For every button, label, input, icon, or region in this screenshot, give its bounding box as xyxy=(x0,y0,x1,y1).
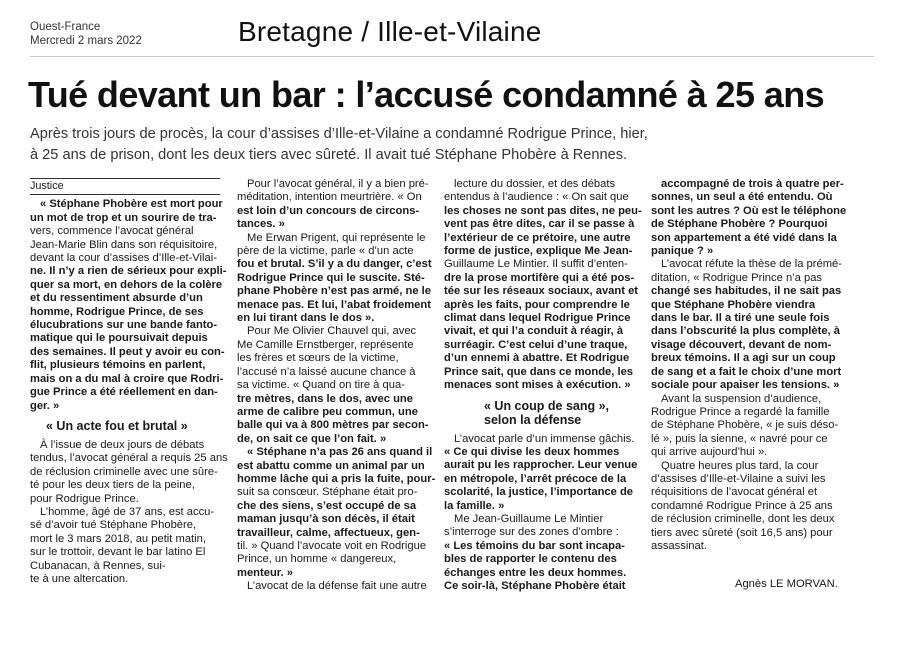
text-line: Ce soir-là, Stéphane Phobère était xyxy=(444,579,626,592)
text-line: Avant la suspension d’audience, xyxy=(661,392,822,405)
text-line: Prince sait, que dans ce monde, les xyxy=(444,365,634,378)
text-line: un mot de trop et un sourire de tra- xyxy=(30,211,217,224)
text-line: sur le trottoir, devant le bar latino El xyxy=(30,546,206,559)
text-line: est abattu comme un animal par un xyxy=(237,459,425,472)
text-line: te à une altercation. xyxy=(30,572,129,585)
text-line: fou et brutal. S’il y a du danger, c’est xyxy=(237,258,432,271)
text-line: bles de rapporter le contenu des xyxy=(444,553,617,566)
text-line: de Stéphane Phobère ? Pourquoi xyxy=(651,218,828,231)
text-line: d’assises d’Ille-et-Vilaine a suivi les xyxy=(651,472,826,485)
text-line: « Stéphane n’a pas 26 ans quand il xyxy=(247,446,433,459)
text-line: Prince, un homme « dangereux, xyxy=(237,553,397,566)
article-headline: Tué devant un bar : l’accusé condamné à 25 ans xyxy=(28,74,825,115)
paragraph xyxy=(30,198,227,413)
section-subhead: « Un acte fou et brutal » xyxy=(46,418,188,433)
text-line: tre mètres, dans le dos, avec une xyxy=(237,392,413,405)
text-line: de, on sait ce que l’on fait. » xyxy=(237,432,387,445)
text-line: « Ce qui divise les deux hommes xyxy=(444,445,620,458)
paragraph xyxy=(30,438,228,506)
text-line: scolarité, la justice, l’importance de xyxy=(444,486,634,499)
text-line: Guillaume Le Mintier. Il suffit d’enten- xyxy=(444,258,628,271)
text-line: Me Jean-Guillaume Le Mintier xyxy=(454,512,604,525)
paragraph xyxy=(237,446,436,580)
text-line: de Stéphane Phobère, « je suis déso- xyxy=(651,419,839,432)
text-line: Pour Me Olivier Chauvel qui, avec xyxy=(247,325,417,338)
text-line: sociale pour apaiser les tensions. » xyxy=(651,379,840,392)
text-line: mort le 3 mars 2018, au petit matin, xyxy=(30,532,206,545)
article-column-2 xyxy=(237,178,436,594)
text-line: Me Camille Ernstberger, représente xyxy=(237,338,414,351)
text-line: sé d’avoir tué Stéphane Phobère, xyxy=(30,519,197,532)
text-line: Quatre heures plus tard, la cour xyxy=(661,459,819,472)
text-line: accompagné de trois à quatre per- xyxy=(661,178,844,190)
text-line: et du ressentiment absurde d’un xyxy=(30,292,203,305)
text-line: méditation, intention meurtrière. « On xyxy=(237,191,422,204)
text-line: tendus, l’avocat général a requis 25 ans xyxy=(30,452,228,465)
paragraph xyxy=(651,178,847,258)
standfirst-line: à 25 ans de prison, dont les deux tiers avec sûreté. Il avait tué Stéphane Phobère à Rennes. xyxy=(30,147,628,163)
text-line: travailleur, calme, affectueux, gen- xyxy=(237,526,420,539)
text-line: vivait, et qui l’a conduit à réagir, à xyxy=(444,325,624,338)
text-line: visage découvert, devant de nom- xyxy=(651,338,832,351)
text-line: entendus à l’audience : « On sait que xyxy=(444,191,629,204)
text-line: matique qui le poursuivait depuis xyxy=(30,332,208,345)
text-line: Rodrigue Prince qui le suscite. Sté- xyxy=(237,271,425,284)
text-line: lecture du dossier, et des débats xyxy=(454,178,616,190)
text-line: vers, commence l’avocat général xyxy=(30,225,194,238)
text-line: L’avocat de la défense fait une autre xyxy=(247,580,427,593)
text-line: que Stéphane Phobère viendra xyxy=(651,298,816,311)
section-title: Bretagne / Ille-et-Vilaine xyxy=(238,16,542,47)
text-line: la famille. » xyxy=(444,499,505,512)
text-line: quer sa mort, en dehors de la colère xyxy=(30,278,223,291)
text-line: élucubrations sur une bande fanto- xyxy=(30,319,218,332)
text-line: en lui tirant dans le dos ». xyxy=(237,312,375,325)
text-line: menaces sont mises à exécution. » xyxy=(444,379,631,392)
text-line: est loin d’un concours de circons- xyxy=(237,204,420,217)
text-line: en métropole, l’arrêt précoce de la xyxy=(444,472,627,485)
paragraph xyxy=(651,460,847,554)
text-line: les choses ne sont pas dites, ne peu- xyxy=(444,204,642,217)
text-line: qui arrive aujourd’hui ». xyxy=(651,446,768,459)
paragraph xyxy=(30,506,222,586)
text-line: dans l’obscurité la plus complète, à xyxy=(651,325,840,338)
paragraph xyxy=(237,178,429,232)
text-line: condamné Rodrigue Prince à 25 ans xyxy=(651,499,833,512)
text-line: À l’issue de deux jours de débats xyxy=(40,438,205,451)
text-line: Rodrigue Prince a regardé la famille xyxy=(651,405,830,418)
text-line: che des siens, s’est occupé de sa xyxy=(237,499,417,512)
text-line: sa victime. « Quand on tire à qua- xyxy=(237,379,405,392)
text-line: « Les témoins du bar sont incapa- xyxy=(444,539,625,552)
paragraph xyxy=(651,393,847,460)
text-line: lé », puis la sienne, « navré pour ce xyxy=(651,432,828,445)
author-signature: Agnès LE MORVAN. xyxy=(735,578,838,590)
masthead-source xyxy=(30,20,142,48)
text-line: tances. » xyxy=(237,218,285,231)
text-line: homme lâche qui a pris la fuite, pour- xyxy=(237,472,436,485)
publication-name: Ouest-France xyxy=(30,21,101,33)
text-line: ne. Il n’y a rien de sérieux pour expli- xyxy=(30,265,227,278)
text-line: forme de justice, explique Me Jean- xyxy=(444,245,633,258)
text-line: balle qui va à 800 mètres par secon- xyxy=(237,419,429,432)
paragraph xyxy=(237,231,432,326)
text-line: s’interroge sur des zones d’ombre : xyxy=(444,526,619,539)
paragraph xyxy=(237,325,429,446)
text-line: après les faits, pour comprendre le xyxy=(444,298,630,311)
text-line: pour Rodrigue Prince. xyxy=(30,492,139,505)
text-line: breux témoins. Il a agi sur un coup xyxy=(651,352,836,365)
text-line: ger. » xyxy=(30,399,60,412)
text-line: changé ses habitudes, il ne sait pas xyxy=(651,285,842,298)
text-line: de réclusion criminelle avec une sûre- xyxy=(30,465,218,478)
text-line: climat dans lequel Rodrigue Prince xyxy=(444,312,631,325)
text-line: d’un ennemi à abattre. Et Rodrigue xyxy=(444,352,630,365)
paragraph xyxy=(237,580,429,593)
publication-date: Mercredi 2 mars 2022 xyxy=(30,35,142,47)
paragraph xyxy=(444,178,640,393)
text-line: les frères et sœurs de la victime, xyxy=(237,352,399,365)
text-line: l’accusé n’a laissé aucune chance à xyxy=(237,365,416,378)
text-line: surréagir. C’est celui d’une traque, xyxy=(444,338,628,351)
text-line: Jean-Marie Blin dans son réquisitoire, xyxy=(30,238,218,251)
paragraph xyxy=(444,433,640,513)
text-line: tée sur les réseaux sociaux, avant et xyxy=(444,285,639,298)
text-line: ditation, « Rodrigue Prince n’a pas xyxy=(651,271,823,284)
text-line: arme de calibre peu commun, une xyxy=(237,405,418,418)
text-line: Pour l’avocat général, il y a bien pré- xyxy=(247,178,429,190)
rubric-label: Justice xyxy=(30,178,220,195)
text-line: vent pas être dites, car il se passe à xyxy=(444,218,635,231)
article-standfirst xyxy=(30,124,770,166)
text-line: tiers avec sûreté (soit 16,5 ans) pour xyxy=(651,526,833,539)
text-line: té pour les deux tiers de la peine, xyxy=(30,479,195,492)
text-line: panique ? » xyxy=(651,245,714,258)
text-line: menteur. » xyxy=(237,566,293,579)
paragraph xyxy=(651,258,847,392)
text-line: dans le bar. Il a tiré une seule fois xyxy=(651,312,830,325)
text-line: phane Phobère n’est pas armé, ne le xyxy=(237,285,431,298)
text-line: L’avocat parle d’un immense gâchis. xyxy=(454,432,635,445)
text-line: son appartement a été vidé dans la xyxy=(651,231,837,244)
text-line: homme, Rodrigue Prince, de ses xyxy=(30,305,204,318)
text-line: père de la victime, parle « d’un acte xyxy=(237,245,414,258)
standfirst-line: Après trois jours de procès, la cour d’assises d’Ille-et-Vilaine a condamné Rodrigue Prince, hier, xyxy=(30,126,648,142)
text-line: suit sa consœur. Stéphane était pro- xyxy=(237,486,418,499)
text-line: L’homme, âgé de 37 ans, est accu- xyxy=(40,505,215,518)
article-column-3 xyxy=(444,178,640,593)
text-line: « Stéphane Phobère est mort pour xyxy=(40,198,223,211)
text-line: assassinat. xyxy=(651,539,707,552)
text-line: Cubanacan, à Rennes, sui- xyxy=(30,559,166,572)
text-line: L’avocat réfute la thèse de la prémé- xyxy=(661,258,842,271)
text-line: gue Prince a été réellement en dan- xyxy=(30,386,218,399)
text-line: des semaines. Il peut y avoir eu con- xyxy=(30,345,225,358)
text-line: Me Erwan Prigent, qui représente le xyxy=(247,231,426,244)
header-divider xyxy=(30,56,874,57)
text-line: réquisitions de l’avocat général et xyxy=(651,486,818,499)
text-line: til. » Quand l’avocate voit en Rodrigue xyxy=(237,539,427,552)
text-line: échanges entre les deux hommes. xyxy=(444,566,627,579)
text-line: menace pas. Et lui, l’abat froidement xyxy=(237,298,431,311)
paragraph xyxy=(444,513,640,593)
text-line: dre la prose mortifère qui a été pos- xyxy=(444,271,635,284)
text-line: flit, plusieurs témoins en parlent, xyxy=(30,359,206,372)
text-line: de sang et a fait le choix d’une mort xyxy=(651,365,842,378)
text-line: sont les autres ? Où est le téléphone xyxy=(651,204,847,217)
text-line: devant la cour d’assises d’Ille-et-Vilai- xyxy=(30,252,217,265)
section-subhead: « Un coup de sang », selon la défense xyxy=(484,398,610,427)
article-column-1 xyxy=(30,178,228,586)
article-column-4 xyxy=(651,178,847,553)
text-line: de réclusion criminelle, dont les deux xyxy=(651,513,835,526)
text-line: sonnes, un seul a été entendu. Où xyxy=(651,191,833,204)
text-line: maman jusqu’à son décès, il était xyxy=(237,513,415,526)
text-line: l’extérieur de ce prétoire, une autre xyxy=(444,231,631,244)
text-line: mais on a du mal à croire que Rodri- xyxy=(30,372,224,385)
text-line: aurait pu les rapprocher. Leur venue xyxy=(444,459,638,472)
